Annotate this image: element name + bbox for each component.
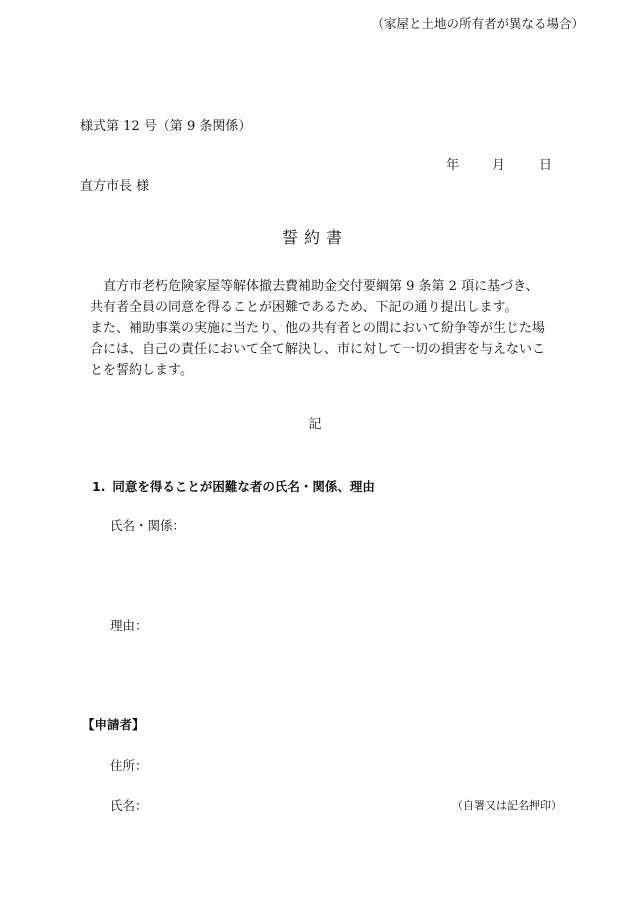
date-day-label: 日 xyxy=(539,158,553,173)
date-month-label: 月 xyxy=(492,158,506,173)
address-label: 住所： xyxy=(110,758,148,773)
case-note: （家屋と土地の所有者が異なる場合） xyxy=(371,16,584,31)
reason-label: 理由： xyxy=(110,618,148,633)
section-1-heading xyxy=(92,481,375,494)
form-number: 様式第 12 号（第 9 条関係） xyxy=(80,119,252,134)
ki-label: 記 xyxy=(308,417,322,432)
body-paragraph-1: 直方市老朽危険家屋等解体撤去費補助金交付要綱第 9 条第 2 項に基づき、共有者全員の同意を得ることが困難であるため、下記の通り提出します。 xyxy=(90,279,539,315)
name-relation-label: 氏名・関係： xyxy=(110,518,186,533)
body-text xyxy=(90,276,550,381)
body-paragraph-2: また、補助事業の実施に当たり、他の共有者との間において紛争等が生じた場合には、自己の責任において全て解決し、市に対して一切の損害を与えないことを誓約します。 xyxy=(90,321,546,378)
applicant-heading: 【申請者】 xyxy=(82,717,145,732)
signature-note: （自署又は記名押印） xyxy=(452,799,562,812)
date-year-label: 年 xyxy=(446,158,460,173)
section-1-title: 同意を得ることが困難な者の氏名・関係、理由 xyxy=(112,479,375,494)
name-label: 氏名： xyxy=(110,798,148,813)
addressee: 直方市長 様 xyxy=(80,179,150,194)
section-1-number: 1. xyxy=(92,479,106,494)
document-title: 誓約書 xyxy=(281,228,348,247)
